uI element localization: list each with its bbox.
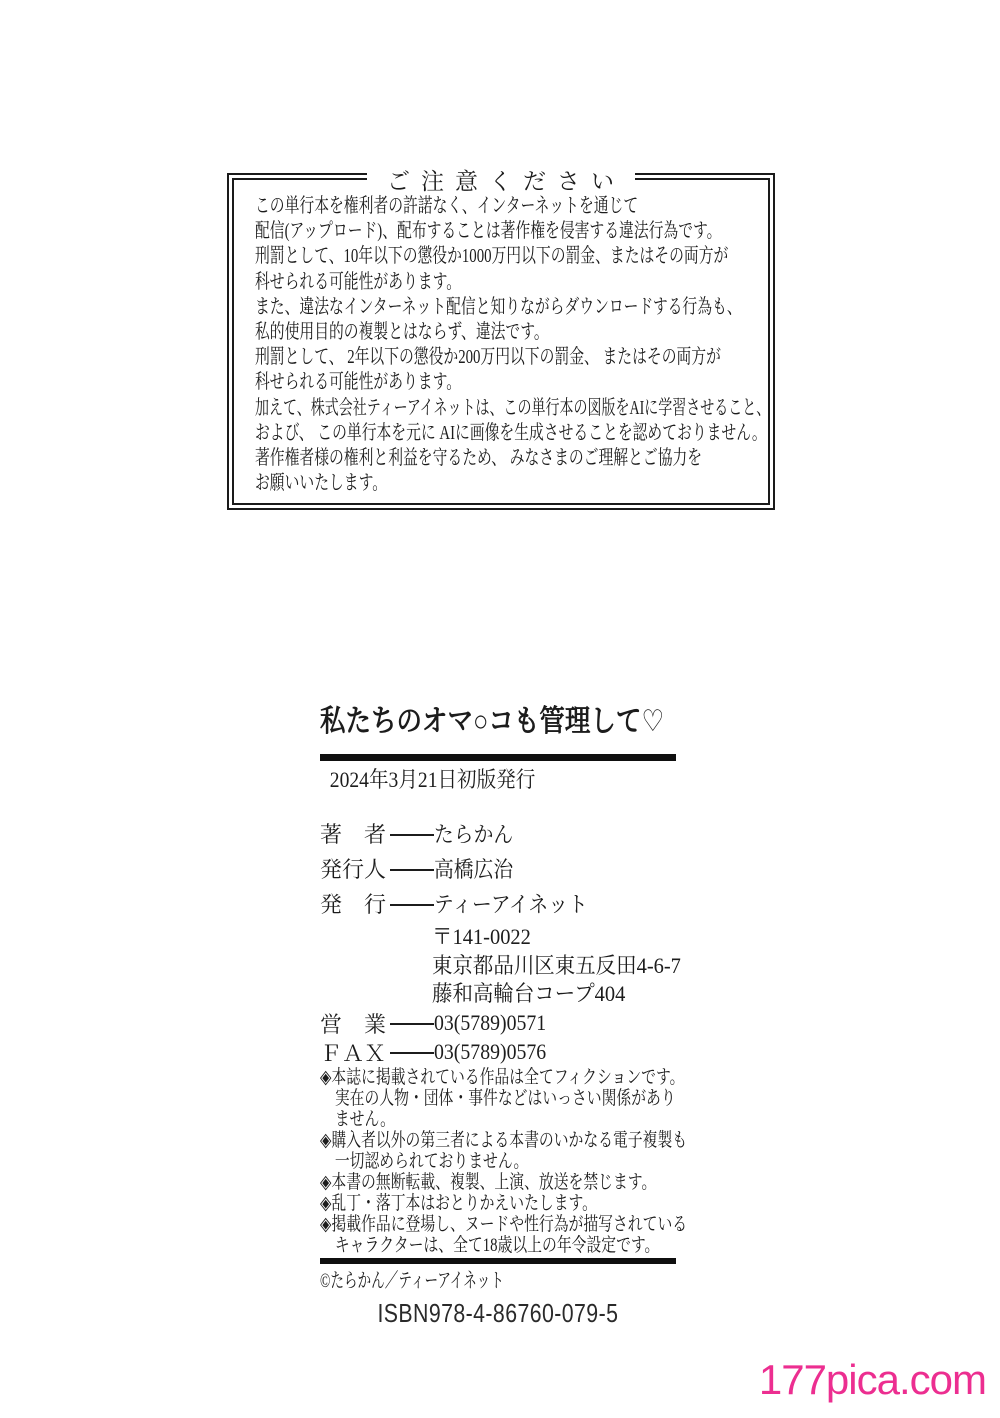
notice-line: また、違法なインターネット配信と知りながらダウンロードする行為も、 <box>255 295 742 318</box>
note-item <box>320 1214 690 1256</box>
note-item <box>320 1130 690 1172</box>
edition-date: 2024年3月21日初版発行 <box>329 767 536 792</box>
legal-notes <box>320 1067 690 1256</box>
copyright-line: ©たらかん／ティーアイネット <box>320 1269 505 1292</box>
leader-dash <box>390 1023 434 1025</box>
note-bullet-icon: ◈ <box>320 1171 332 1193</box>
leader-dash <box>390 869 434 871</box>
notice-line: 加えて、株式会社ティーアイネットは、この単行本の図版をAIに学習させること、 <box>255 396 771 419</box>
notice-line: 刑罰として、10年以下の懲役か1000万円以下の罰金、またはその両方が <box>255 245 729 268</box>
note-item <box>320 1172 690 1193</box>
address-line: 藤和高輪台コープ404 <box>432 981 626 1006</box>
contact-value: 03(5789)0576 <box>434 1039 547 1064</box>
leader-dash <box>390 904 434 906</box>
credit-row-publisher <box>320 886 676 921</box>
leader-dash <box>390 834 434 836</box>
address-line: 東京都品川区東五反田4-6-7 <box>432 952 681 978</box>
note-bullet-icon: ◈ <box>320 1192 332 1214</box>
book-title: 私たちのオマ○コも管理して♡ <box>320 705 665 738</box>
notice-line: および、 この単行本を元に AIに画像を生成させることを認めておりません。 <box>255 421 767 444</box>
contact-row-fax <box>320 1038 676 1067</box>
contact-value: 03(5789)0571 <box>434 1010 547 1035</box>
contact-label: 営 業 <box>320 1011 387 1037</box>
credits-block <box>320 816 676 921</box>
note-text: 乱丁・落丁本はおとりかえいたします。 <box>331 1192 597 1214</box>
notes-divider-rule <box>320 1258 676 1264</box>
credit-label: 発 行 <box>320 892 387 917</box>
note-bullet-icon: ◈ <box>320 1213 332 1235</box>
publication-info <box>320 703 688 1328</box>
leader-dash <box>390 1052 434 1054</box>
notice-line: 刑罰として、 2年以下の懲役か200万円以下の罰金、 またはその両方が <box>255 346 721 369</box>
credit-label: 発行人 <box>320 857 387 882</box>
credit-label: 著 者 <box>320 822 387 847</box>
credit-value: 高橋広治 <box>434 857 514 882</box>
credit-value: ティーアイネット <box>434 892 588 917</box>
notice-line: お願いいたします。 <box>255 472 388 495</box>
publisher-address <box>432 923 681 1009</box>
isbn-wrap <box>320 1298 676 1328</box>
notice-line: 科せられる可能性があります。 <box>255 371 462 394</box>
note-text: 購入者以外の第三者による本書のいかなる電子複製も一切認められておりません。 <box>331 1129 688 1172</box>
notice-line: この単行本を権利者の許諾なく、インターネットを通じて <box>255 195 639 217</box>
notice-line: 著作権者様の権利と利益を守るため、 みなさまのご理解とご協力を <box>255 447 703 470</box>
note-bullet-icon: ◈ <box>320 1129 332 1151</box>
note-bullet-icon: ◈ <box>320 1066 332 1088</box>
credit-row-publisher-person <box>320 851 676 886</box>
notice-line: 科せられる可能性があります。 <box>255 270 462 293</box>
watermark: 177pica.com <box>758 1356 986 1403</box>
notice-box-body <box>234 180 771 496</box>
postal-code: 〒141-0022 <box>432 924 531 949</box>
notice-line: 私的使用目的の複製とはならず、違法です。 <box>255 321 549 344</box>
credit-row-author <box>320 816 676 851</box>
notice-line: 配信(アップロード)、配布することは著作権を侵害する違法行為です。 <box>255 220 722 243</box>
note-text: 掲載作品に登場し、ヌードや性行為が描写されているキャラクターは、全て18歳以上の年令設定です。 <box>331 1213 688 1256</box>
credit-value: たらかん <box>434 822 514 847</box>
note-item <box>320 1067 690 1130</box>
contacts-block <box>320 1009 676 1067</box>
contact-label: ＦＡＸ <box>320 1040 387 1066</box>
copyright-notice-box <box>227 169 775 510</box>
note-text: 本誌に掲載されている作品は全てフィクションです。実在の人物・団体・事件などはいっさい関係がありません。 <box>331 1066 685 1130</box>
note-item <box>320 1193 690 1214</box>
notice-box-title: ご注意ください <box>367 163 635 196</box>
contact-row-sales <box>320 1009 676 1038</box>
title-divider-rule <box>320 754 676 761</box>
isbn-number: ISBN978-4-86760-079-5 <box>377 1297 619 1328</box>
note-text: 本書の無断転載、複製、上演、放送を禁じます。 <box>331 1171 657 1193</box>
